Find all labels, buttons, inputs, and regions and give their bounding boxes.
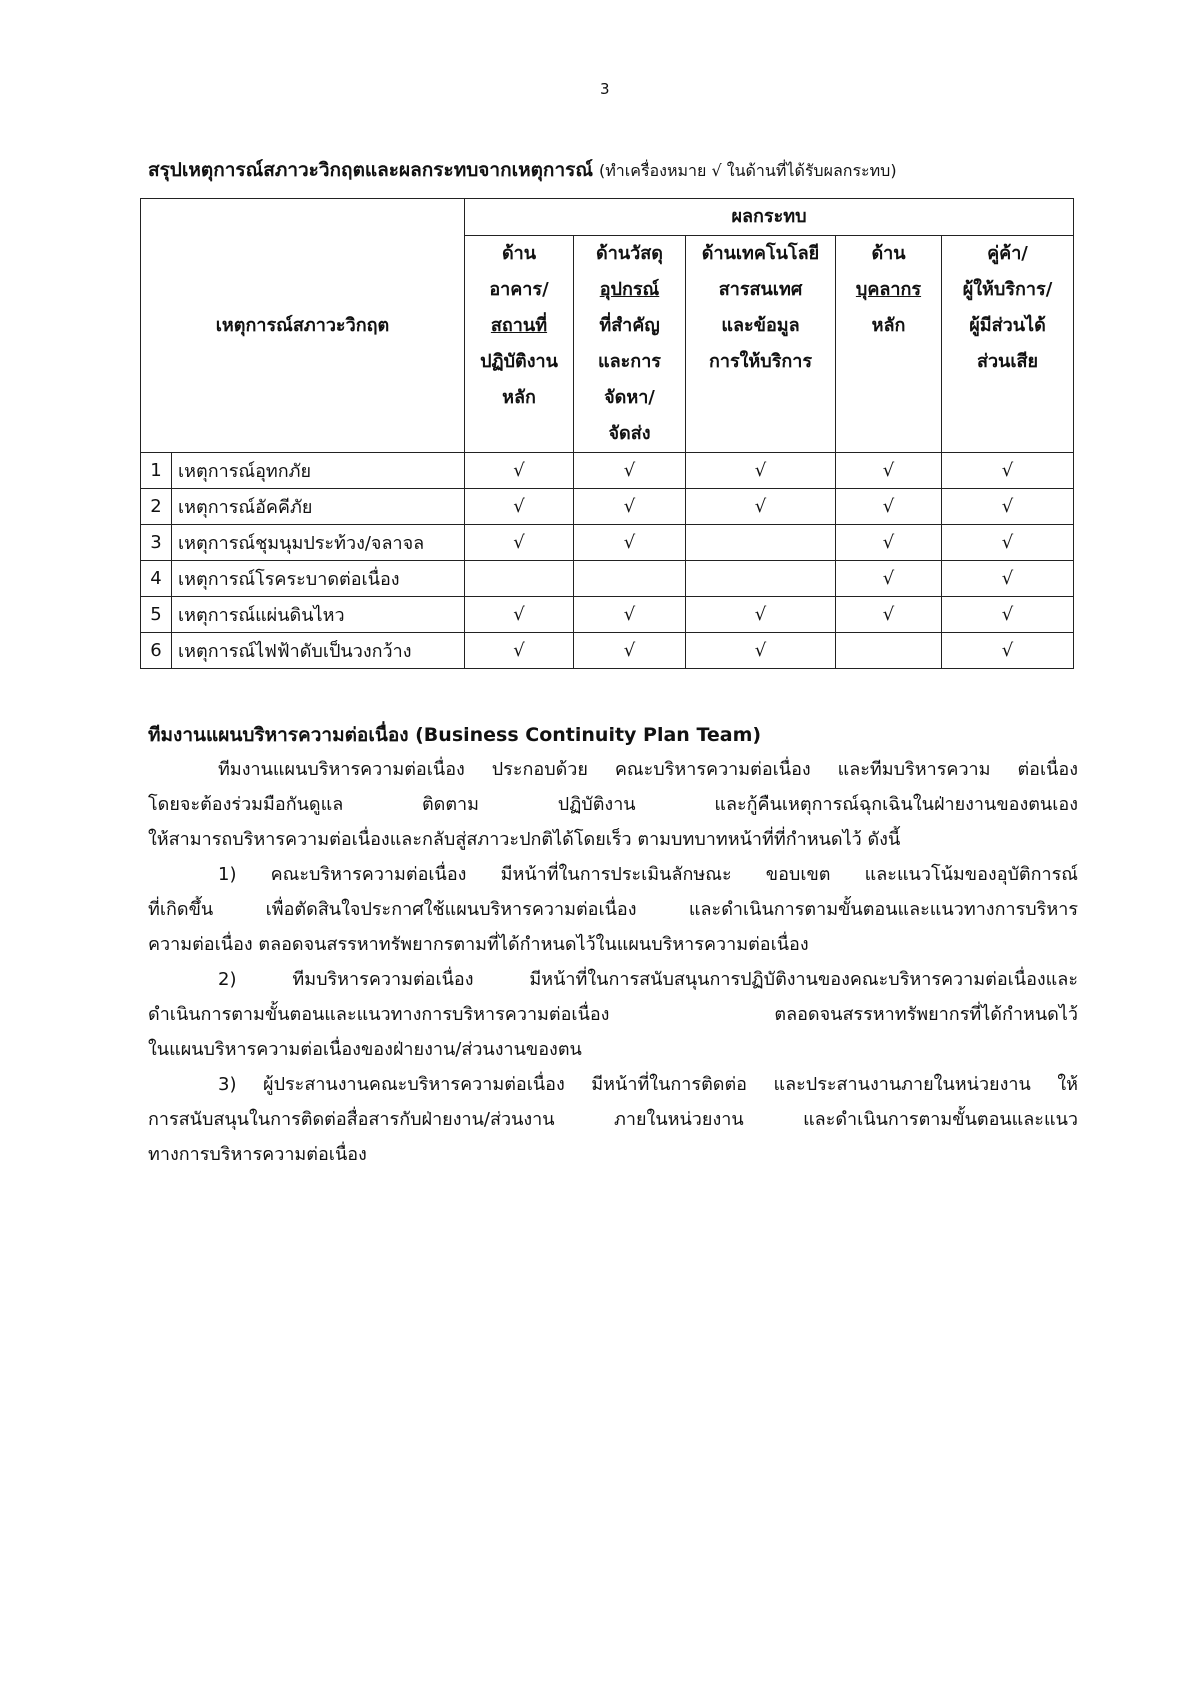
header-line: คู่ค้า/ bbox=[987, 243, 1028, 264]
section-heading: ทีมงานแผนบริหารความต่อเนื่อง (Business Continuity Plan Team) bbox=[148, 724, 762, 746]
table-row bbox=[141, 597, 1074, 633]
header-line: จัดส่ง bbox=[608, 423, 651, 444]
check-mark: √ bbox=[465, 597, 574, 633]
check-mark: √ bbox=[836, 597, 942, 633]
check-mark bbox=[465, 561, 574, 597]
row-number: 3 bbox=[141, 525, 172, 561]
impact-column-header bbox=[686, 236, 836, 453]
paragraph-line: ให้สามารถบริหารความต่อเนื่องและกลับสู่สภาวะปกติได้โดยเร็ว ตามบทบาทหน้าที่ที่กำหนดไว้ ดังนี้ bbox=[148, 829, 901, 850]
header-line: และการ bbox=[598, 351, 661, 372]
header-line: ผู้มีส่วนได้ bbox=[969, 315, 1046, 336]
paragraph-line: การสนับสนุนในการติดต่อสื่อสารกับฝ่ายงาน/ส่วนงาน ภายในหน่วยงาน และดำเนินการตามขั้นตอนและแนว bbox=[148, 1109, 1078, 1130]
row-number: 1 bbox=[141, 453, 172, 489]
check-mark bbox=[574, 561, 686, 597]
row-number: 4 bbox=[141, 561, 172, 597]
paragraph-line: ที่เกิดขึ้น เพื่อตัดสินใจประกาศใช้แผนบริหารความต่อเนื่อง และดำเนินการตามขั้นตอนและแนวทางการบริหาร bbox=[148, 899, 1078, 920]
header-line: หลัก bbox=[502, 387, 536, 408]
header-line: ปฏิบัติงาน bbox=[480, 351, 558, 372]
check-mark: √ bbox=[836, 561, 942, 597]
check-mark: √ bbox=[465, 633, 574, 669]
header-line: ด้าน bbox=[871, 243, 906, 264]
header-line: หลัก bbox=[871, 315, 906, 336]
check-mark: √ bbox=[465, 453, 574, 489]
table-row bbox=[141, 561, 1074, 597]
header-line: สถานที่ bbox=[490, 315, 548, 336]
impact-column-header bbox=[836, 236, 942, 453]
check-mark: √ bbox=[574, 489, 686, 525]
check-mark: √ bbox=[942, 453, 1074, 489]
check-mark: √ bbox=[686, 453, 836, 489]
check-mark: √ bbox=[574, 525, 686, 561]
table-row bbox=[141, 633, 1074, 669]
check-mark: √ bbox=[942, 525, 1074, 561]
table-title bbox=[148, 155, 897, 185]
header-line: สารสนเทศ bbox=[718, 279, 803, 300]
header-line: ผู้ให้บริการ/ bbox=[962, 279, 1053, 300]
row-number: 5 bbox=[141, 597, 172, 633]
check-mark bbox=[836, 633, 942, 669]
paragraph-line: ทีมงานแผนบริหารความต่อเนื่อง ประกอบด้วย คณะบริหารความต่อเนื่อง และทีมบริหารความ ต่อเนื่อง bbox=[218, 759, 1078, 780]
header-line: ส่วนเสีย bbox=[976, 351, 1039, 372]
table-row bbox=[141, 489, 1074, 525]
header-line: อาคาร/ bbox=[489, 279, 549, 300]
table-row bbox=[141, 525, 1074, 561]
paragraph-line: 2) ทีมบริหารความต่อเนื่อง มีหน้าที่ในการสนับสนุนการปฏิบัติงานของคณะบริหารความต่อเนื่องและ bbox=[218, 969, 1078, 990]
impact-column-header bbox=[574, 236, 686, 453]
check-mark bbox=[686, 525, 836, 561]
check-mark: √ bbox=[836, 489, 942, 525]
header-line: ด้านวัสดุ bbox=[596, 243, 663, 264]
check-mark: √ bbox=[942, 561, 1074, 597]
check-mark: √ bbox=[686, 633, 836, 669]
check-mark: √ bbox=[574, 453, 686, 489]
event-name: เหตุการณ์อุทกภัย bbox=[172, 453, 465, 489]
check-mark: √ bbox=[686, 489, 836, 525]
paragraph-line: 3) ผู้ประสานงานคณะบริหารความต่อเนื่อง มีหน้าที่ในการติดต่อ และประสานงานภายในหน่วยงาน ให้ bbox=[218, 1074, 1078, 1095]
check-mark: √ bbox=[686, 597, 836, 633]
impact-column-header bbox=[942, 236, 1074, 453]
header-line: และข้อมูล bbox=[721, 315, 800, 336]
paragraph-line: ดำเนินการตามขั้นตอนและแนวทางการบริหารความต่อเนื่อง ตลอดจนสรรหาทรัพยากรที่ได้กำหนดไว้ bbox=[148, 1004, 1078, 1025]
paragraph-line: ในแผนบริหารความต่อเนื่องของฝ่ายงาน/ส่วนงานของตน bbox=[148, 1039, 582, 1060]
check-mark: √ bbox=[465, 489, 574, 525]
header-line: ด้าน bbox=[501, 243, 537, 264]
event-name: เหตุการณ์ชุมนุมประท้วง/จลาจล bbox=[172, 525, 465, 561]
header-line: การให้บริการ bbox=[708, 351, 813, 372]
body-text bbox=[148, 752, 1078, 1172]
event-name: เหตุการณ์อัคคีภัย bbox=[172, 489, 465, 525]
header-line: จัดหา/ bbox=[604, 387, 655, 408]
event-name: เหตุการณ์ไฟฟ้าดับเป็นวงกว้าง bbox=[172, 633, 465, 669]
row-number: 6 bbox=[141, 633, 172, 669]
header-line: บุคลากร bbox=[855, 279, 922, 300]
check-mark: √ bbox=[465, 525, 574, 561]
header-line: ด้านเทคโนโลยี bbox=[701, 243, 820, 264]
check-mark: √ bbox=[942, 597, 1074, 633]
check-mark: √ bbox=[836, 453, 942, 489]
check-mark: √ bbox=[574, 633, 686, 669]
check-mark: √ bbox=[836, 525, 942, 561]
event-name: เหตุการณ์โรคระบาดต่อเนื่อง bbox=[172, 561, 465, 597]
impact-header: ผลกระทบ bbox=[465, 199, 1074, 236]
paragraph-line: ทางการบริหารความต่อเนื่อง bbox=[148, 1144, 367, 1165]
header-line: ที่สำคัญ bbox=[599, 315, 660, 336]
impact-column-header bbox=[465, 236, 574, 453]
check-mark bbox=[686, 561, 836, 597]
paragraph-line: ความต่อเนื่อง ตลอดจนสรรหาทรัพยากรตามที่ได้กำหนดไว้ในแผนบริหารความต่อเนื่อง bbox=[148, 934, 809, 955]
paragraph-line: 1) คณะบริหารความต่อเนื่อง มีหน้าที่ในการประเมินลักษณะ ขอบเขต และแนวโน้มของอุบัติการณ์ bbox=[218, 864, 1078, 885]
row-number: 2 bbox=[141, 489, 172, 525]
paragraph-line: โดยจะต้องร่วมมือกันดูแล ติดตาม ปฏิบัติงาน และกู้คืนเหตุการณ์ฉุกเฉินในฝ่ายงานของตนเอง bbox=[148, 794, 1078, 815]
event-name: เหตุการณ์แผ่นดินไหว bbox=[172, 597, 465, 633]
page-number: 3 bbox=[600, 80, 610, 98]
header-line: อุปกรณ์ bbox=[599, 279, 660, 300]
check-mark: √ bbox=[942, 489, 1074, 525]
table-title-text: สรุปเหตุการณ์สภาวะวิกฤตและผลกระทบจากเหตุการณ์ bbox=[148, 159, 593, 181]
event-header: เหตุการณ์สภาวะวิกฤต bbox=[141, 199, 465, 453]
check-mark: √ bbox=[942, 633, 1074, 669]
table-note: (ทำเครื่องหมาย √ ในด้านที่ได้รับผลกระทบ) bbox=[599, 161, 897, 180]
table-row bbox=[141, 453, 1074, 489]
check-mark: √ bbox=[574, 597, 686, 633]
crisis-impact-table bbox=[140, 198, 1074, 669]
